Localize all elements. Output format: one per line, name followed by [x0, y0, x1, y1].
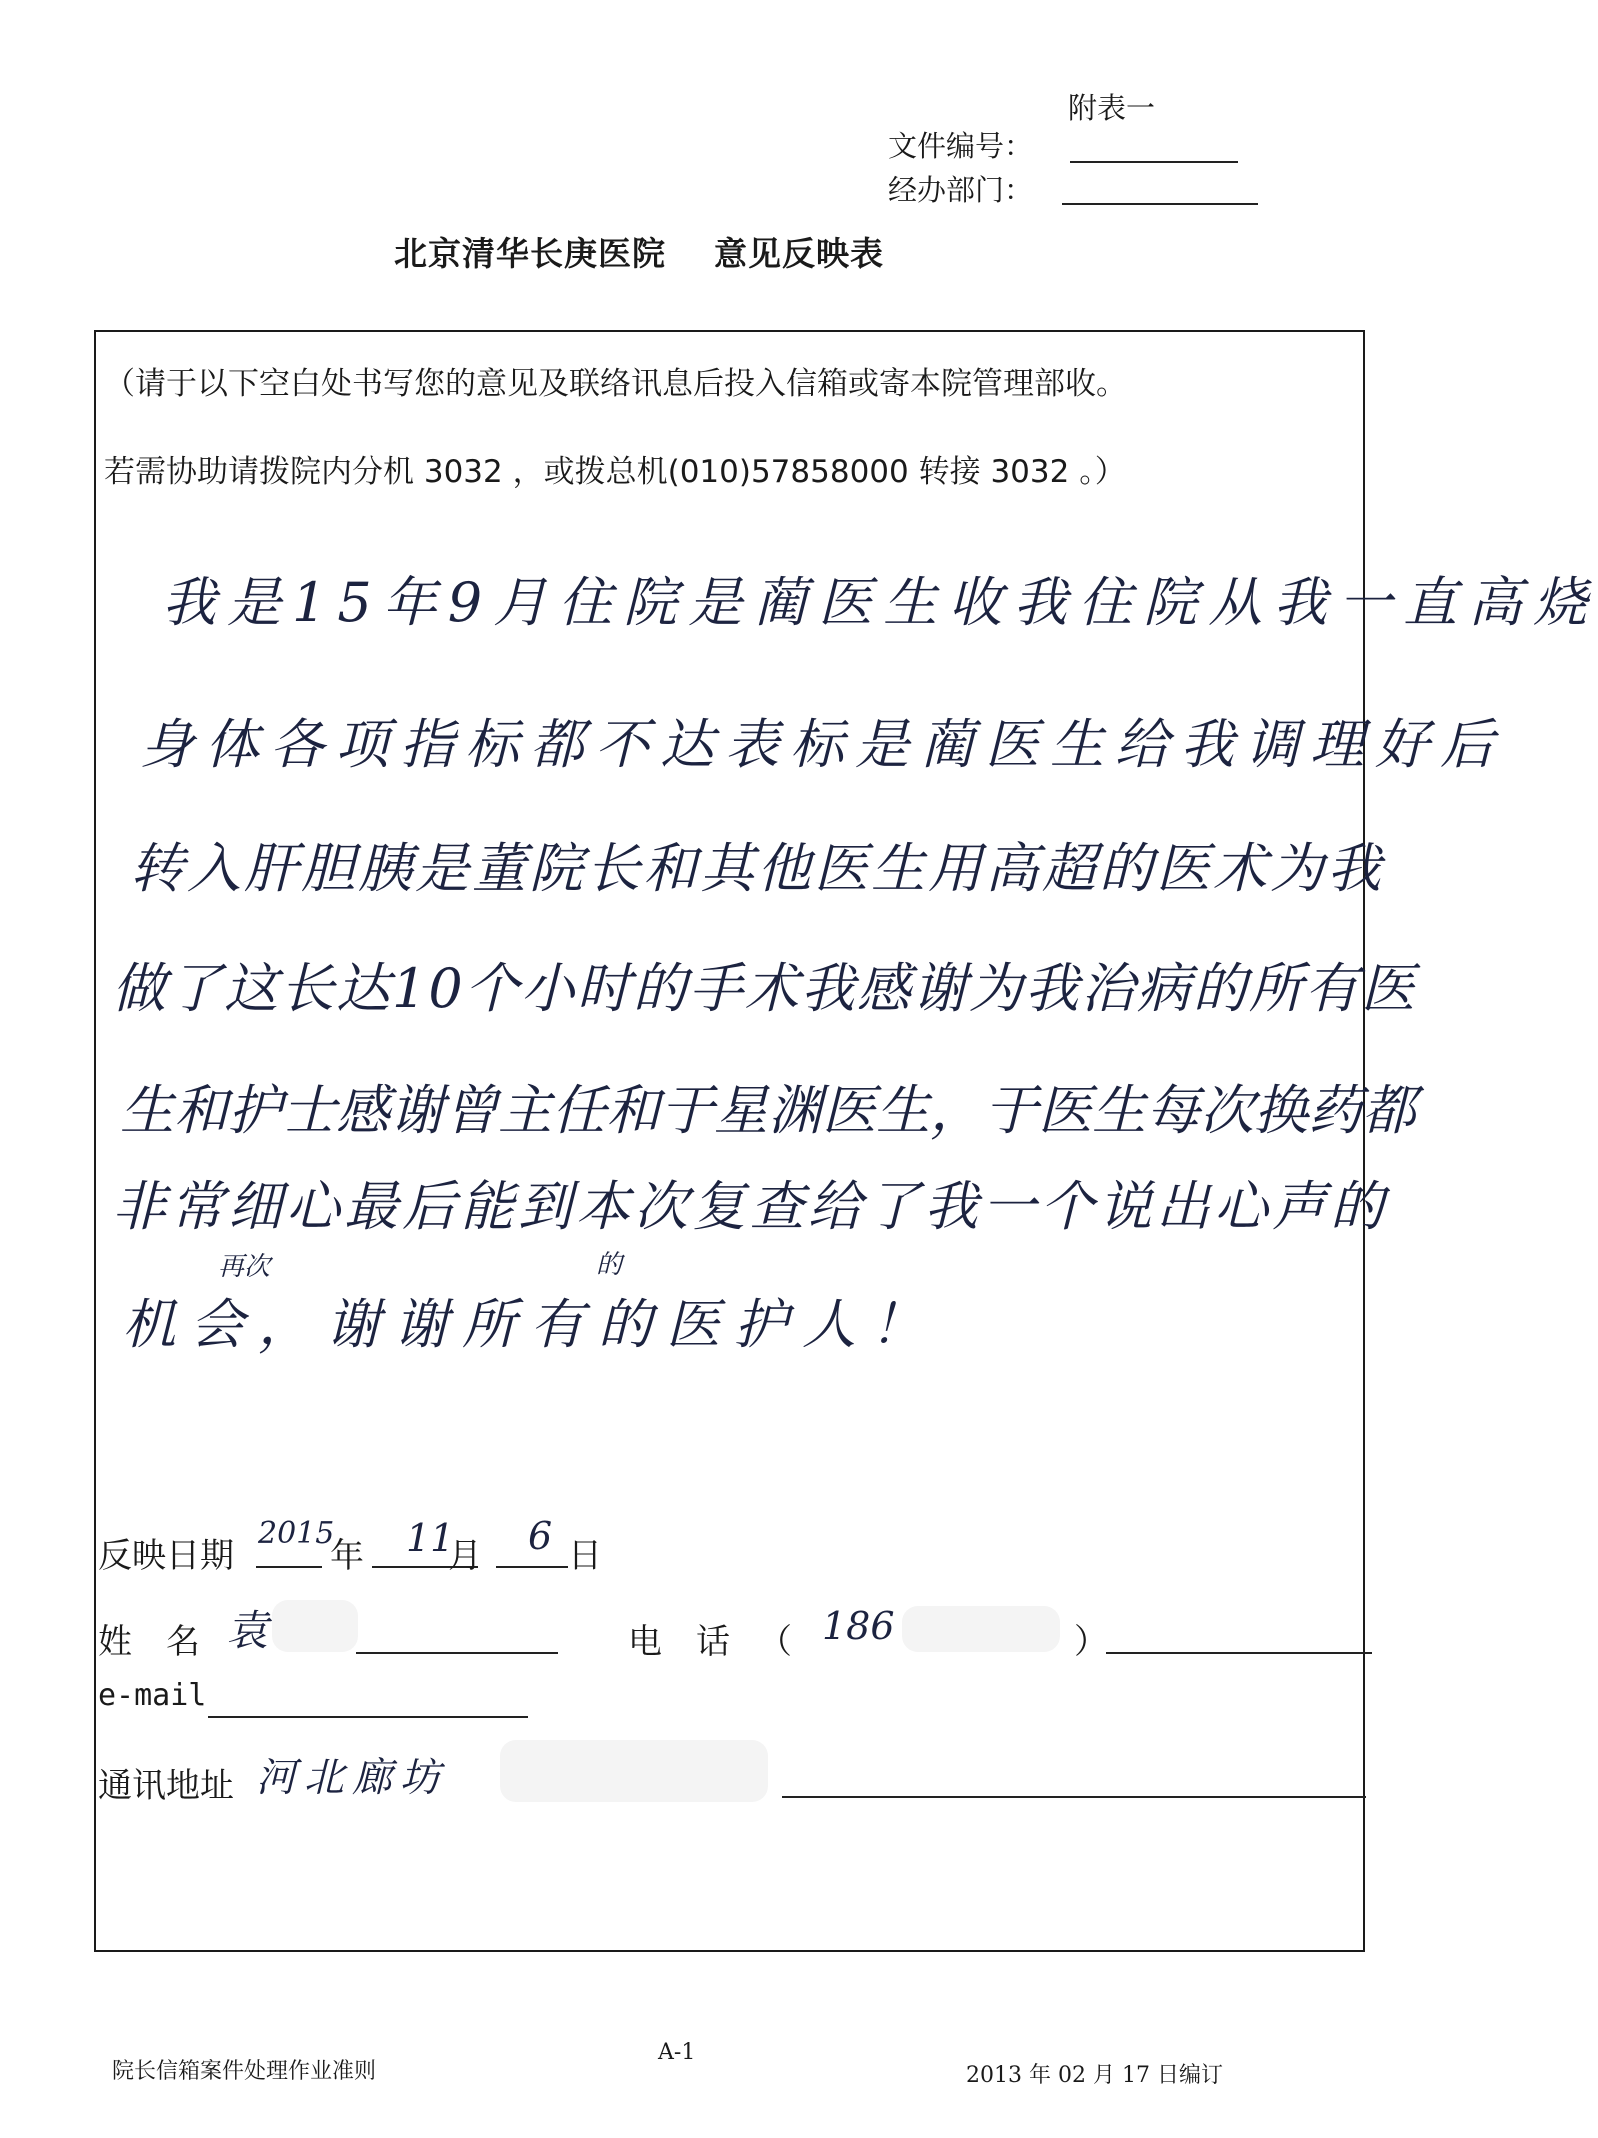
phone-redaction	[902, 1606, 1060, 1652]
date-day-value[interactable]: 6	[528, 1514, 553, 1558]
footer-right: 2013 年 02 月 17 日编订	[966, 2063, 1223, 2088]
month-unit: 月	[448, 1536, 482, 1576]
year-unit: 年	[330, 1536, 364, 1576]
phone-close-paren: ）	[1074, 1622, 1108, 1662]
comment-line-4: 做了这长达10个小时的手术我感谢为我治病的所有医	[112, 957, 1417, 1020]
address-redaction	[500, 1740, 768, 1802]
address-field-line	[782, 1796, 1366, 1798]
day-unit: 日	[568, 1536, 602, 1576]
appendix-label: 附表一	[1068, 91, 1156, 125]
footer-page-number: A-1	[658, 2040, 696, 2065]
doc-number-field[interactable]	[1070, 161, 1238, 163]
phone-value[interactable]: 186	[822, 1604, 895, 1648]
doc-number-label: 文件编号：	[888, 129, 1034, 163]
form-title	[394, 228, 884, 275]
comment-line-7: 机会，谢谢所有的医护人！	[122, 1293, 938, 1356]
email-field[interactable]	[208, 1716, 528, 1718]
address-value[interactable]: 河北廊坊	[256, 1755, 448, 1801]
name-redaction	[272, 1600, 358, 1652]
comment-line-2: 身体各项指标都不达表标是蔺医生给我调理好后	[140, 713, 1505, 776]
instruction-line-2: 若需协助请拨院内分机 3032 ，或拨总机(010)57858000 转接 3032 。）	[104, 454, 1126, 490]
name-label: 姓 名	[98, 1622, 200, 1662]
date-year-line	[256, 1566, 322, 1568]
comment-line-3: 转入肝胆胰是董院长和其他医生用高超的医术为我	[130, 837, 1384, 900]
date-month-value[interactable]: 11	[406, 1516, 455, 1560]
comment-insert-de: 的	[596, 1250, 623, 1280]
comment-line-6: 非常细心最后能到本次复查给了我一个说出心声的	[112, 1175, 1388, 1238]
date-year-value[interactable]: 2015	[258, 1516, 335, 1551]
phone-label: 电 话	[628, 1622, 730, 1662]
comment-line-5: 生和护士感谢曾主任和于星渊医生，于医生每次换药都	[120, 1079, 1416, 1142]
footer-left: 院长信箱案件处理作业准则	[112, 2059, 377, 2084]
department-field[interactable]	[1062, 203, 1258, 205]
name-value[interactable]: 袁	[226, 1606, 269, 1655]
comment-insert-zaici: 再次	[218, 1252, 271, 1282]
date-label: 反映日期	[98, 1536, 234, 1576]
hospital-name: 北京清华长庚医院	[394, 234, 666, 273]
instruction-line-1: （请于以下空白处书写您的意见及联络讯息后投入信箱或寄本院管理部收。	[104, 366, 1127, 402]
phone-open-paren: （	[758, 1622, 792, 1662]
phone-field-line	[1106, 1652, 1372, 1654]
email-label: e-mail	[98, 1678, 207, 1713]
date-day-line	[496, 1566, 568, 1568]
comment-line-1: 我是15年9月住院是蔺医生收我住院从我一直高烧	[162, 571, 1598, 634]
address-label: 通讯地址	[98, 1766, 234, 1806]
department-label: 经办部门：	[888, 173, 1034, 207]
form-name: 意见反映表	[714, 234, 884, 273]
name-field-line	[356, 1652, 558, 1654]
